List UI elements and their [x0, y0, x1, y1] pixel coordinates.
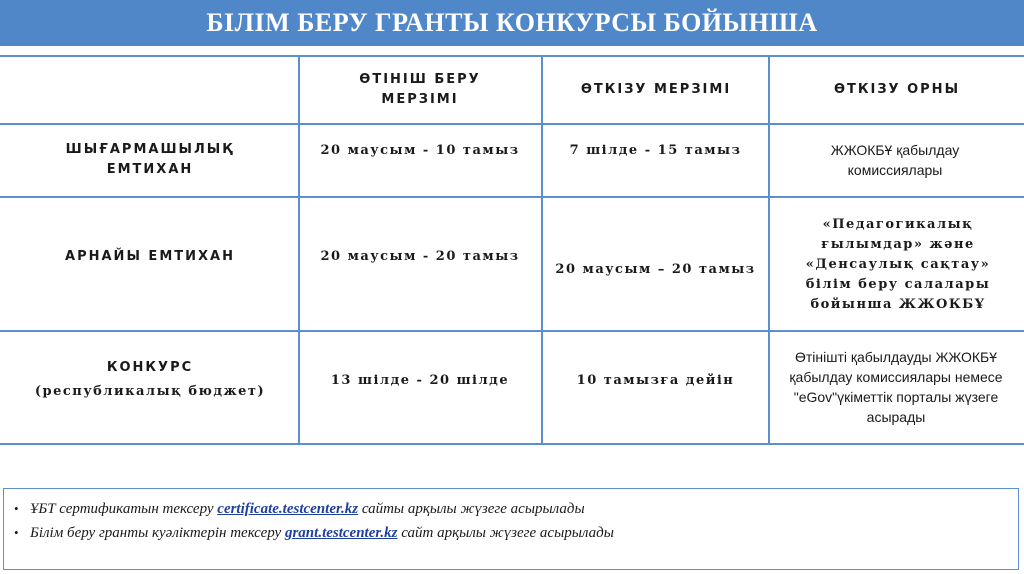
title-bar	[0, 0, 1024, 46]
row2-place: «Педагогикалық ғылымдар» және «Денсаулық сақтау» білім беру салалары бойынша ЖЖОКБҰ	[805, 217, 991, 312]
header-place: ӨТКІЗУ ОРНЫ	[833, 82, 961, 97]
table-line	[768, 55, 770, 445]
notes-box	[3, 488, 1019, 570]
certificate-link[interactable]: certificate.testcenter.kz	[217, 501, 359, 517]
header-application-period: ӨТІНІШ БЕРУ МЕРЗІМІ	[359, 72, 481, 107]
row2-application-period: 20 маусым - 20 тамыз	[320, 249, 520, 264]
row3-place: Өтінішті қабылдауды ЖЖОКБҰ қабылдау комиссиялары немесе "eGov"үкіметтік порталы жүзеге асырады	[789, 349, 1003, 425]
row3-holding-period: 10 тамызға дейін	[576, 373, 735, 388]
bullet-icon: •	[14, 501, 19, 516]
page-title: БІЛІМ БЕРУ ГРАНТЫ КОНКУРСЫ БОЙЫНША	[206, 8, 818, 37]
note-text-after: сайт арқылы жүзеге асырылады	[397, 525, 614, 541]
row-label-special-exam: АРНАЙЫ ЕМТИХАН	[65, 249, 235, 264]
note-item	[14, 497, 1008, 521]
row-label-contest-sub: (республикалық бюджет)	[34, 384, 266, 399]
note-text-after: сайты арқылы жүзеге асырылады	[358, 501, 585, 517]
table-line	[0, 196, 1024, 198]
row1-place: ЖЖОКБҰ қабылдау комиссиялары	[830, 142, 960, 178]
note-item	[14, 521, 1008, 545]
table-line	[0, 443, 1024, 445]
bullet-icon: •	[14, 525, 19, 540]
row3-application-period: 13 шілде - 20 шілде	[330, 373, 510, 388]
grant-link[interactable]: grant.testcenter.kz	[284, 525, 398, 541]
note-text-before: Білім беру гранты куәліктерін тексеру	[30, 525, 285, 541]
table-line	[0, 55, 1024, 57]
table-line	[0, 123, 1024, 125]
note-text-before: ҰБТ сертификатын тексеру	[30, 501, 218, 517]
note-text	[30, 497, 585, 521]
row-label-creative-exam: ШЫҒАРМАШЫЛЫҚ ЕМТИХАН	[65, 142, 235, 177]
schedule-table	[0, 55, 1024, 447]
note-text	[30, 521, 614, 545]
header-holding-period: ӨТКІЗУ МЕРЗІМІ	[580, 82, 732, 97]
row-label-contest: КОНКУРС	[106, 360, 194, 375]
row1-application-period: 20 маусым - 10 тамыз	[320, 143, 520, 158]
row1-holding-period: 7 шілде - 15 тамыз	[569, 143, 742, 158]
table-line	[0, 330, 1024, 332]
row2-holding-period: 20 маусым – 20 тамыз	[555, 262, 756, 277]
